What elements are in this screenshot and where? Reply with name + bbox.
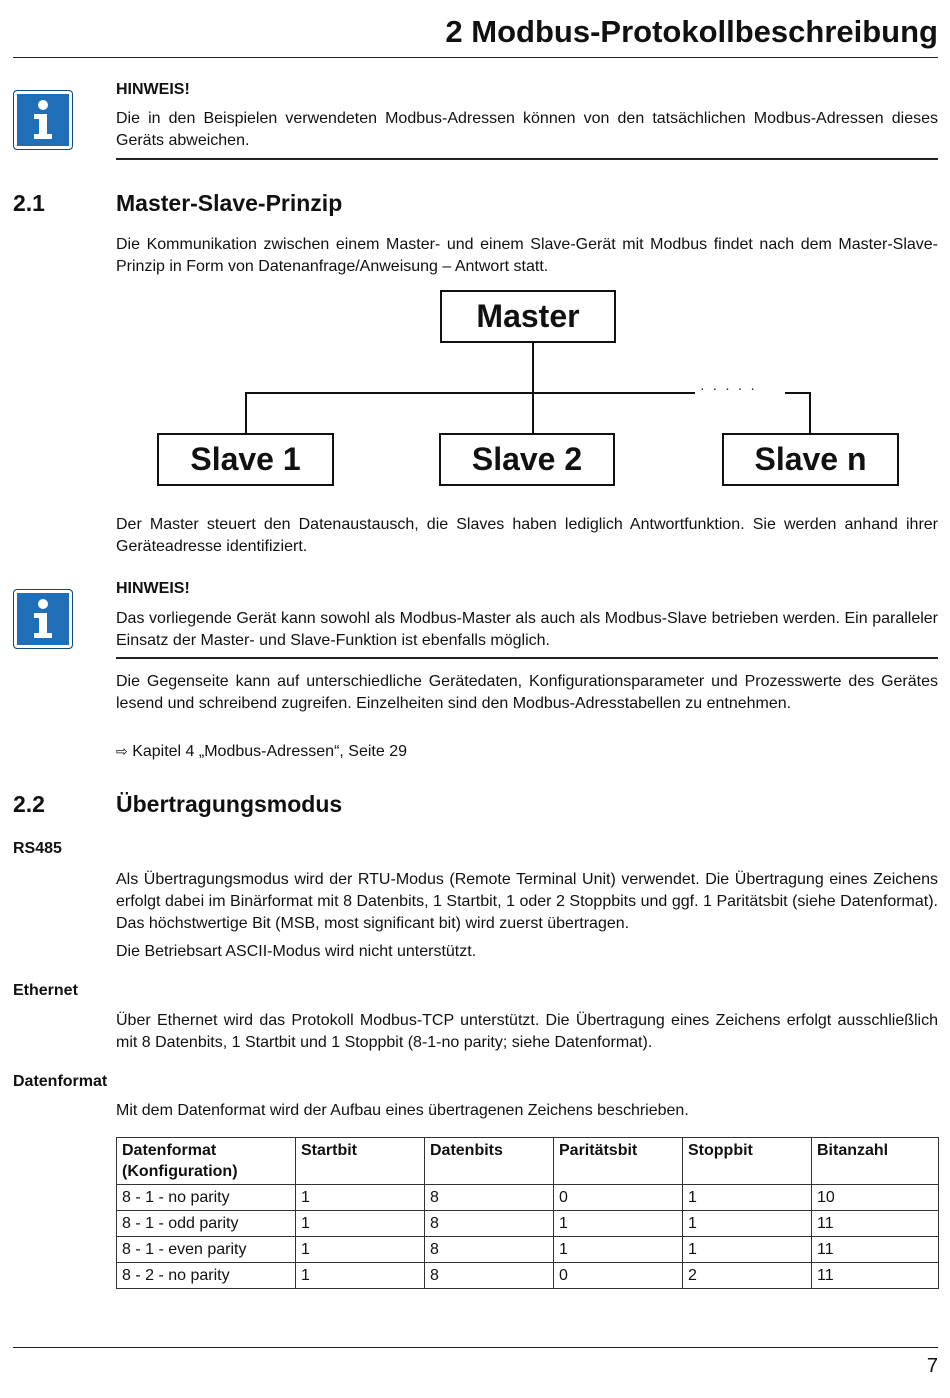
- side-heading-ethernet: Ethernet: [13, 982, 78, 999]
- table-cell: 1: [683, 1237, 812, 1263]
- table-row: [117, 1237, 939, 1263]
- section-title: Übertragungsmodus: [116, 791, 343, 817]
- table-cell: 8 - 2 - no parity: [117, 1263, 296, 1289]
- table-cell: 1: [554, 1237, 683, 1263]
- column-header: Stoppbit: [683, 1138, 812, 1185]
- table-cell: 1: [296, 1185, 425, 1211]
- page-number: 7: [926, 1355, 938, 1377]
- side-heading-rs485: RS485: [13, 840, 62, 857]
- table-cell: 8: [425, 1211, 554, 1237]
- table-cell: 10: [812, 1185, 939, 1211]
- note-heading: HINWEIS!: [116, 580, 190, 597]
- column-header: Datenbits: [425, 1138, 554, 1185]
- section-number: 2.1: [13, 190, 45, 216]
- note-heading: HINWEIS!: [116, 81, 190, 98]
- table-cell: 0: [554, 1263, 683, 1289]
- paragraph: Mit dem Datenformat wird der Aufbau eines übertragenen Zeichens beschrieben.: [116, 1102, 689, 1119]
- paragraph: Die Gegenseite kann auf unterschiedliche Gerätedaten, Konfigurationsparameter und Prozesswerte des Gerätes lesend und schreibend zugreifen. Einzelheiten sind den Modbus-Adresstabellen zu entnehmen.: [116, 673, 938, 712]
- cross-reference-link[interactable]: [116, 743, 407, 761]
- table-cell: 1: [296, 1211, 425, 1237]
- section-number: 2.2: [13, 791, 45, 817]
- diagram-dots: · · · · ·: [700, 380, 757, 396]
- note-text: Die in den Beispielen verwendeten Modbus-Adressen können von den tatsächlichen Modbus-Adressen dieses Geräts abweichen.: [116, 110, 938, 149]
- table-cell: 0: [554, 1185, 683, 1211]
- table-cell: 11: [812, 1263, 939, 1289]
- data-format-table: [116, 1137, 939, 1289]
- table-cell: 11: [812, 1211, 939, 1237]
- table-cell: 8: [425, 1263, 554, 1289]
- cross-reference-text: Kapitel 4 „Modbus-Adressen“, Seite 29: [132, 743, 407, 760]
- master-slave-diagram: [0, 0, 950, 500]
- section-title: Master-Slave-Prinzip: [116, 190, 343, 216]
- column-header: Datenformat (Konfiguration): [117, 1138, 296, 1185]
- column-header: Startbit: [296, 1138, 425, 1185]
- table-cell: 1: [554, 1211, 683, 1237]
- table-header-row: [117, 1138, 939, 1185]
- info-icon: [13, 589, 73, 649]
- diagram-lines: [0, 0, 950, 500]
- footer-rule: [13, 1347, 938, 1348]
- slave-2-box: Slave 2: [439, 433, 615, 486]
- table-cell: 1: [683, 1185, 812, 1211]
- page-title: 2 Modbus-Protokollbeschreibung: [445, 14, 938, 49]
- paragraph: Die Betriebsart ASCII-Modus wird nicht unterstützt.: [116, 943, 477, 960]
- table-cell: 1: [296, 1263, 425, 1289]
- note-text: Das vorliegende Gerät kann sowohl als Modbus-Master als auch als Modbus-Slave betrieben werden. Ein paralleler Einsatz der Master- und Slave-Funktion ist ebenfalls möglich.: [116, 610, 938, 649]
- note-rule: [116, 657, 938, 659]
- paragraph: Der Master steuert den Datenaustausch, die Slaves haben lediglich Antwortfunktion. Sie werden anhand ihrer Geräteadresse identifiziert.: [116, 516, 938, 555]
- table-cell: 8: [425, 1237, 554, 1263]
- column-header: Paritätsbit: [554, 1138, 683, 1185]
- table-cell: 1: [296, 1237, 425, 1263]
- table-cell: 11: [812, 1237, 939, 1263]
- table-row: [117, 1211, 939, 1237]
- paragraph: Über Ethernet wird das Protokoll Modbus-TCP unterstützt. Die Übertragung eines Zeichens erfolgt ausschließlich mit 8 Datenbits, 1 Startbit und 1 Stoppbit (8-1-no parity; siehe Datenformat).: [116, 1012, 938, 1051]
- slave-1-box: Slave 1: [157, 433, 334, 486]
- table-cell: 8 - 1 - no parity: [117, 1185, 296, 1211]
- table-cell: 1: [683, 1211, 812, 1237]
- table-cell: 8: [425, 1185, 554, 1211]
- side-heading-datenformat: Datenformat: [13, 1073, 108, 1090]
- table-row: [117, 1185, 939, 1211]
- paragraph: Als Übertragungsmodus wird der RTU-Modus (Remote Terminal Unit) verwendet. Die Übertragung eines Zeichens erfolgt dabei im Binärformat mit 8 Datenbits, 1 Startbit, 1 oder 2 Stoppbits und ggf. 1 Paritätsbit (siehe Datenformat). Das höchstwertige Bit (MSB, most significant bit) wird zuerst übertragen.: [116, 871, 938, 932]
- paragraph: Die Kommunikation zwischen einem Master- und einem Slave-Gerät mit Modbus findet nach dem Master-Slave-Prinzip in Form von Datenanfrage/Anweisung – Antwort statt.: [116, 236, 938, 275]
- table-cell: 8 - 1 - odd parity: [117, 1211, 296, 1237]
- arrow-right-icon: ⇨: [116, 743, 128, 759]
- table-cell: 2: [683, 1263, 812, 1289]
- slave-n-box: Slave n: [722, 433, 899, 486]
- master-box: Master: [440, 290, 616, 343]
- table-cell: 8 - 1 - even parity: [117, 1237, 296, 1263]
- table-row: [117, 1263, 939, 1289]
- column-header: Bitanzahl: [812, 1138, 939, 1185]
